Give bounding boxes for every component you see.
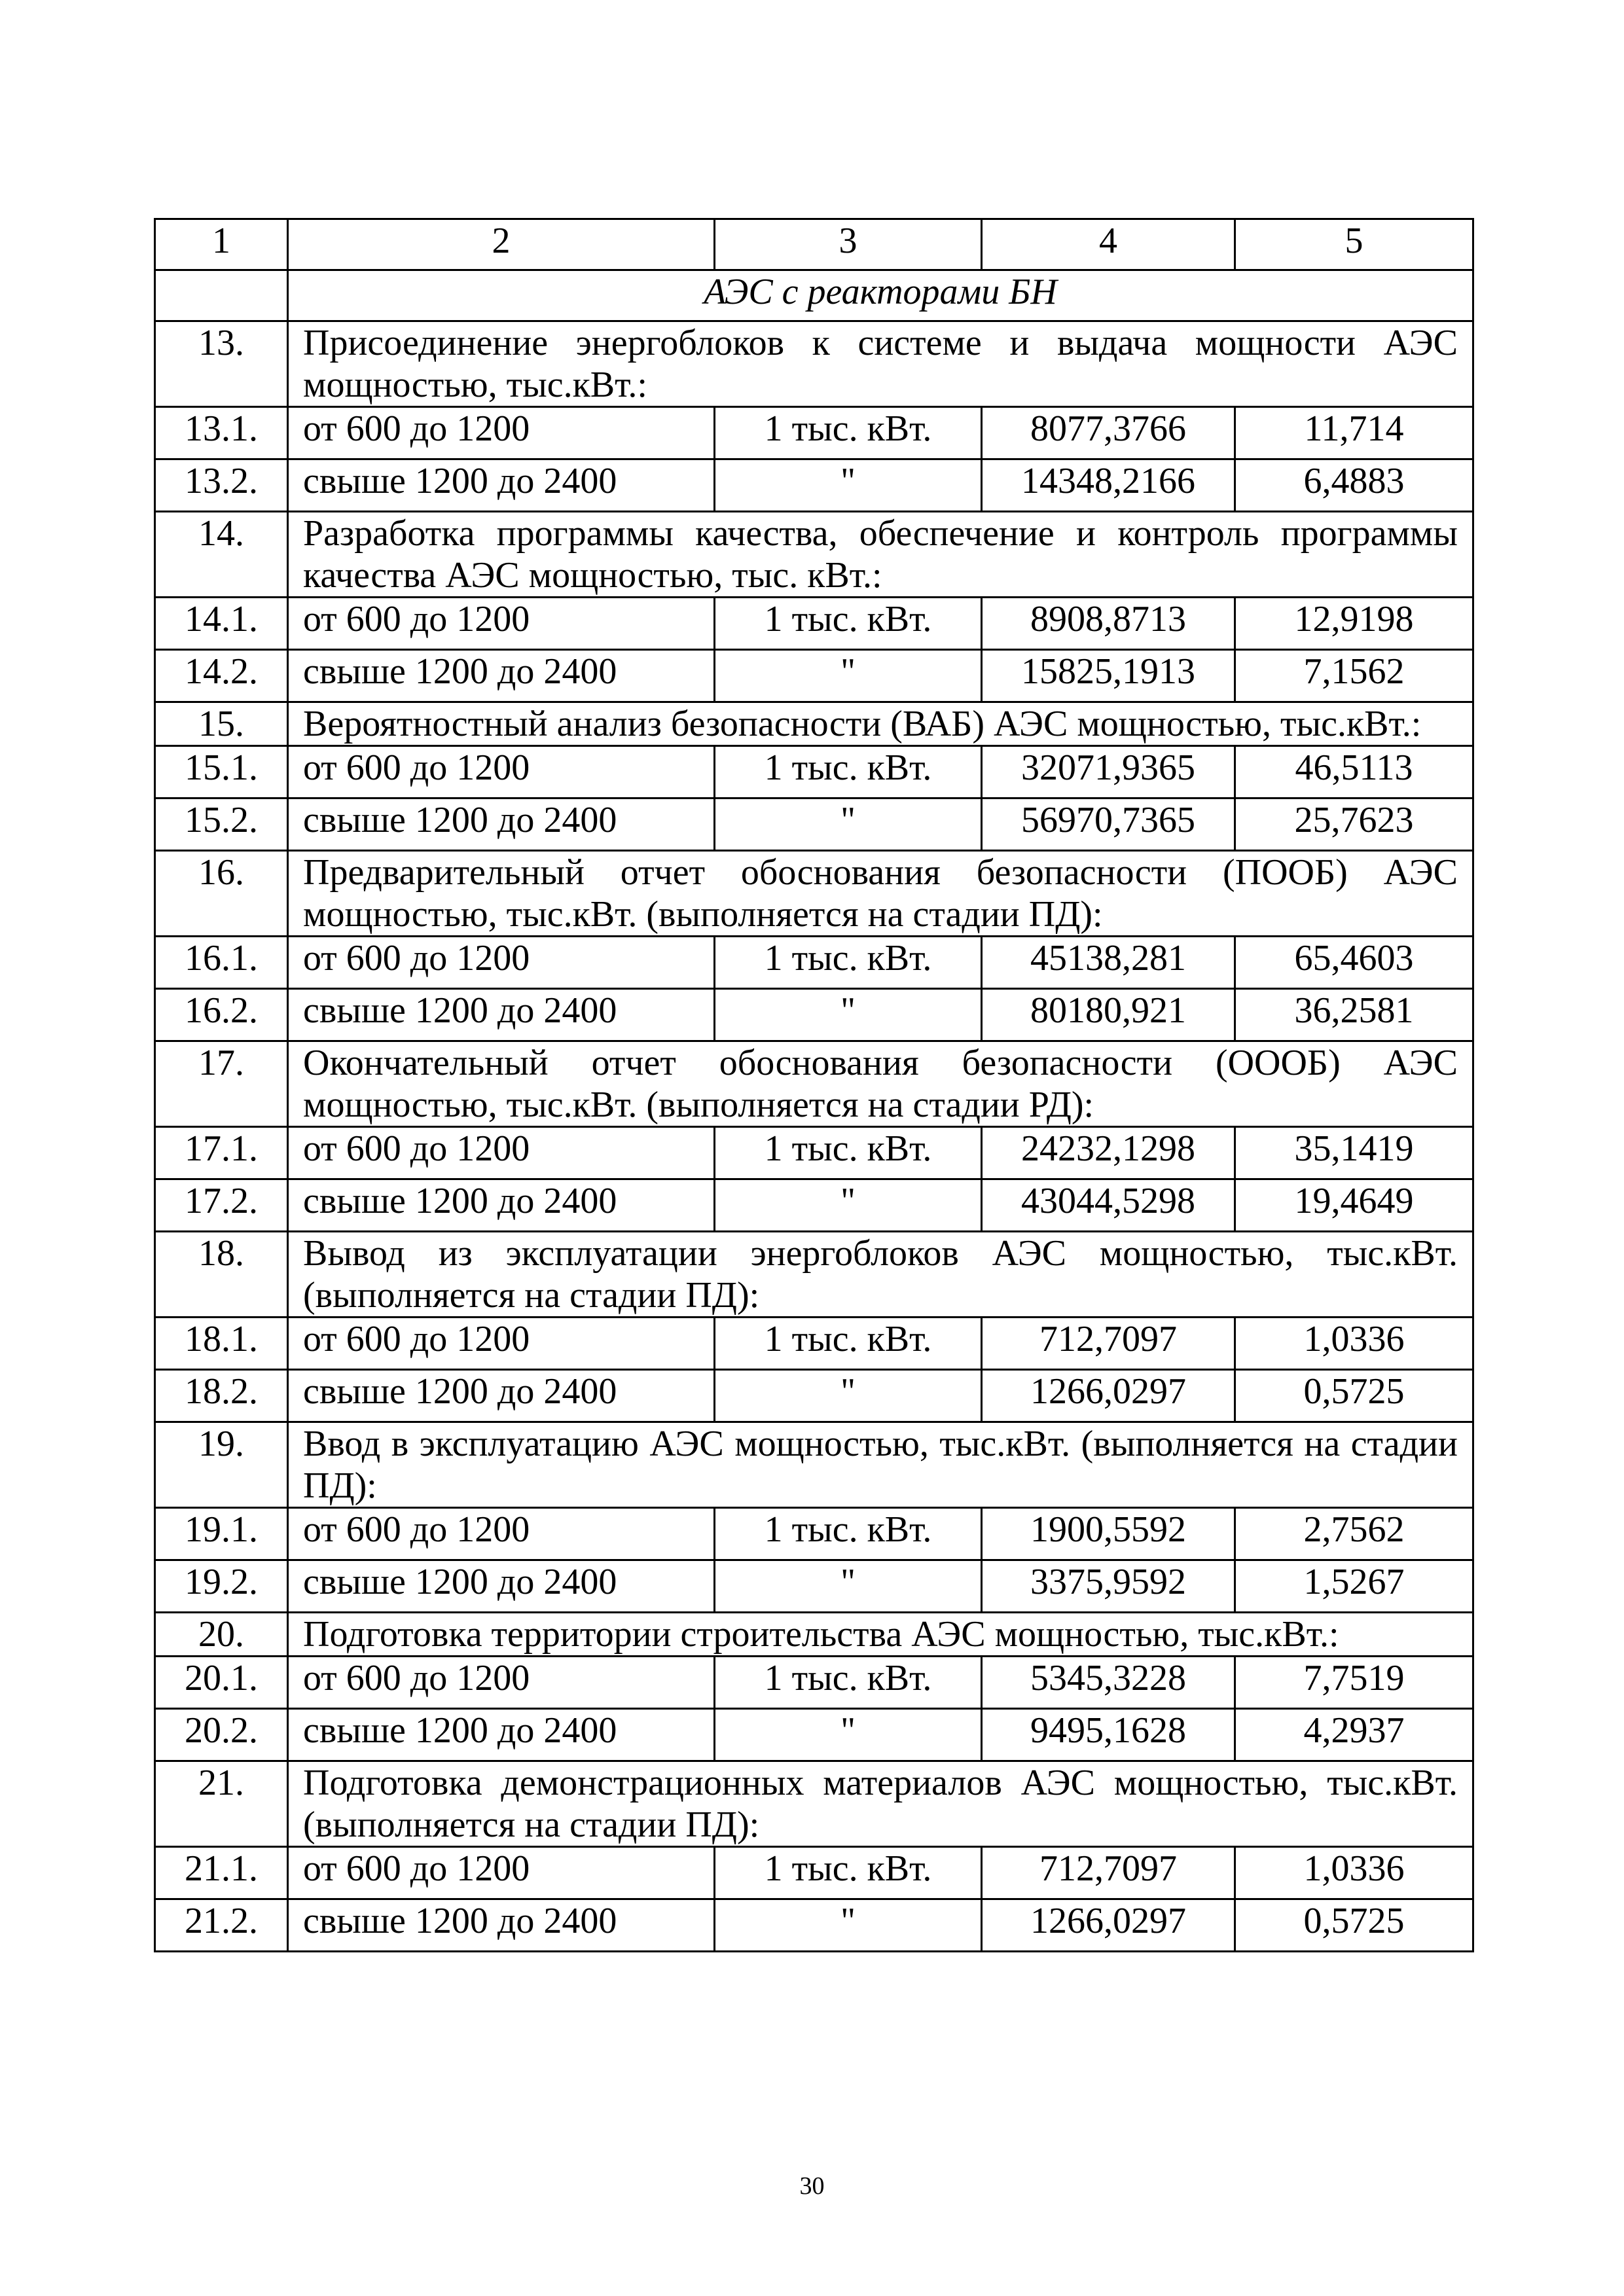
row-unit: ": [715, 1370, 982, 1422]
row-value-col4: 14348,2166: [982, 459, 1235, 512]
row-value-col5: 11,714: [1235, 407, 1473, 459]
group-row: [155, 1041, 1473, 1127]
group-title: Разработка программы качества, обеспечение и контроль программы качества АЭС мощностью, тыс. кВт.:: [288, 512, 1473, 598]
header-cell: 4: [982, 219, 1235, 270]
table-row: [155, 937, 1473, 989]
group-row: [155, 1232, 1473, 1318]
row-value-col5: 2,7562: [1235, 1508, 1473, 1560]
row-unit: ": [715, 1709, 982, 1761]
row-unit: 1 тыс. кВт.: [715, 407, 982, 459]
row-value-col5: 65,4603: [1235, 937, 1473, 989]
row-value-col5: 4,2937: [1235, 1709, 1473, 1761]
row-number: 21.2.: [155, 1899, 288, 1952]
group-number: 18.: [155, 1232, 288, 1318]
row-description: свыше 1200 до 2400: [288, 650, 715, 702]
row-unit: 1 тыс. кВт.: [715, 1508, 982, 1560]
row-value-col5: 35,1419: [1235, 1127, 1473, 1179]
row-unit: 1 тыс. кВт.: [715, 937, 982, 989]
row-number: 15.2.: [155, 798, 288, 851]
group-number: 14.: [155, 512, 288, 598]
row-value-col5: 0,5725: [1235, 1899, 1473, 1952]
group-title: Вероятностный анализ безопасности (ВАБ) АЭС мощностью, тыс.кВт.:: [288, 702, 1473, 746]
table-row: [155, 798, 1473, 851]
table-row: [155, 746, 1473, 798]
table-body: [155, 219, 1473, 1952]
table-row: [155, 650, 1473, 702]
row-value-col5: 7,7519: [1235, 1657, 1473, 1709]
row-value-col5: 36,2581: [1235, 989, 1473, 1041]
row-unit: 1 тыс. кВт.: [715, 746, 982, 798]
group-number: 16.: [155, 851, 288, 937]
group-row: [155, 1613, 1473, 1657]
table-row: [155, 407, 1473, 459]
row-description: от 600 до 1200: [288, 937, 715, 989]
table-row: [155, 1179, 1473, 1232]
row-description: свыше 1200 до 2400: [288, 1370, 715, 1422]
group-title: Подготовка демонстрационных материалов АЭС мощностью, тыс.кВт. (выполняется на стадии ПД):: [288, 1761, 1473, 1847]
table-row: [155, 1318, 1473, 1370]
row-unit: ": [715, 1899, 982, 1952]
section-row: [155, 270, 1473, 321]
row-description: от 600 до 1200: [288, 746, 715, 798]
row-number: 18.2.: [155, 1370, 288, 1422]
row-unit: ": [715, 459, 982, 512]
row-description: свыше 1200 до 2400: [288, 1709, 715, 1761]
row-value-col4: 32071,9365: [982, 746, 1235, 798]
table-row: [155, 1899, 1473, 1952]
row-number: 16.2.: [155, 989, 288, 1041]
row-description: от 600 до 1200: [288, 1508, 715, 1560]
row-unit: 1 тыс. кВт.: [715, 1847, 982, 1899]
header-cell: 3: [715, 219, 982, 270]
row-value-col4: 1900,5592: [982, 1508, 1235, 1560]
group-number: 15.: [155, 702, 288, 746]
row-unit: ": [715, 650, 982, 702]
row-description: свыше 1200 до 2400: [288, 1899, 715, 1952]
row-value-col5: 1,0336: [1235, 1318, 1473, 1370]
row-value-col5: 0,5725: [1235, 1370, 1473, 1422]
table-row: [155, 598, 1473, 650]
row-value-col5: 46,5113: [1235, 746, 1473, 798]
group-number: 21.: [155, 1761, 288, 1847]
table-row: [155, 1508, 1473, 1560]
header-row: [155, 219, 1473, 270]
row-value-col4: 56970,7365: [982, 798, 1235, 851]
row-value-col4: 43044,5298: [982, 1179, 1235, 1232]
group-number: 17.: [155, 1041, 288, 1127]
row-unit: 1 тыс. кВт.: [715, 598, 982, 650]
group-title: Вывод из эксплуатации энергоблоков АЭС мощностью, тыс.кВт. (выполняется на стадии ПД):: [288, 1232, 1473, 1318]
group-title: Подготовка территории строительства АЭС мощностью, тыс.кВт.:: [288, 1613, 1473, 1657]
group-number: 20.: [155, 1613, 288, 1657]
row-description: свыше 1200 до 2400: [288, 1179, 715, 1232]
row-number: 16.1.: [155, 937, 288, 989]
header-cell: 5: [1235, 219, 1473, 270]
table-row: [155, 1847, 1473, 1899]
row-number: 20.2.: [155, 1709, 288, 1761]
group-title: Окончательный отчет обоснования безопасности (ОООБ) АЭС мощностью, тыс.кВт. (выполняется на стадии РД):: [288, 1041, 1473, 1127]
row-value-col5: 6,4883: [1235, 459, 1473, 512]
row-value-col5: 7,1562: [1235, 650, 1473, 702]
row-value-col4: 9495,1628: [982, 1709, 1235, 1761]
row-description: от 600 до 1200: [288, 1318, 715, 1370]
group-number: 13.: [155, 321, 288, 407]
row-value-col4: 45138,281: [982, 937, 1235, 989]
row-number: 15.1.: [155, 746, 288, 798]
row-description: свыше 1200 до 2400: [288, 989, 715, 1041]
row-number: 20.1.: [155, 1657, 288, 1709]
row-value-col5: 25,7623: [1235, 798, 1473, 851]
group-title: Ввод в эксплуатацию АЭС мощностью, тыс.кВт. (выполняется на стадии ПД):: [288, 1422, 1473, 1508]
row-number: 19.1.: [155, 1508, 288, 1560]
row-unit: ": [715, 989, 982, 1041]
row-number: 14.2.: [155, 650, 288, 702]
row-value-col4: 24232,1298: [982, 1127, 1235, 1179]
group-row: [155, 512, 1473, 598]
row-number: 14.1.: [155, 598, 288, 650]
row-number: 17.2.: [155, 1179, 288, 1232]
row-value-col4: 15825,1913: [982, 650, 1235, 702]
row-description: от 600 до 1200: [288, 407, 715, 459]
row-value-col5: 19,4649: [1235, 1179, 1473, 1232]
table-row: [155, 1560, 1473, 1613]
row-value-col4: 5345,3228: [982, 1657, 1235, 1709]
row-description: свыше 1200 до 2400: [288, 1560, 715, 1613]
page-number: 30: [799, 2172, 825, 2200]
row-value-col5: 1,5267: [1235, 1560, 1473, 1613]
row-value-col4: 80180,921: [982, 989, 1235, 1041]
row-value-col4: 712,7097: [982, 1318, 1235, 1370]
table-row: [155, 1370, 1473, 1422]
section-title: АЭС с реакторами БН: [288, 270, 1473, 321]
section-empty-cell: [155, 270, 288, 321]
group-row: [155, 321, 1473, 407]
row-number: 19.2.: [155, 1560, 288, 1613]
row-unit: ": [715, 1560, 982, 1613]
row-number: 13.2.: [155, 459, 288, 512]
row-value-col4: 8077,3766: [982, 407, 1235, 459]
row-value-col4: 8908,8713: [982, 598, 1235, 650]
row-unit: 1 тыс. кВт.: [715, 1657, 982, 1709]
row-value-col5: 12,9198: [1235, 598, 1473, 650]
row-number: 13.1.: [155, 407, 288, 459]
row-description: от 600 до 1200: [288, 1847, 715, 1899]
row-description: от 600 до 1200: [288, 1127, 715, 1179]
row-unit: 1 тыс. кВт.: [715, 1127, 982, 1179]
row-value-col4: 3375,9592: [982, 1560, 1235, 1613]
table-row: [155, 1709, 1473, 1761]
row-unit: ": [715, 1179, 982, 1232]
row-unit: ": [715, 798, 982, 851]
table-row: [155, 459, 1473, 512]
group-number: 19.: [155, 1422, 288, 1508]
row-value-col4: 1266,0297: [982, 1370, 1235, 1422]
row-number: 18.1.: [155, 1318, 288, 1370]
table-row: [155, 1127, 1473, 1179]
group-row: [155, 1422, 1473, 1508]
group-title: Предварительный отчет обоснования безопасности (ПООБ) АЭС мощностью, тыс.кВт. (выполняется на стадии ПД):: [288, 851, 1473, 937]
table-row: [155, 989, 1473, 1041]
group-row: [155, 851, 1473, 937]
cost-table: [154, 218, 1474, 1952]
row-description: свыше 1200 до 2400: [288, 798, 715, 851]
header-cell: 1: [155, 219, 288, 270]
header-cell: 2: [288, 219, 715, 270]
group-row: [155, 1761, 1473, 1847]
group-row: [155, 702, 1473, 746]
row-number: 21.1.: [155, 1847, 288, 1899]
row-unit: 1 тыс. кВт.: [715, 1318, 982, 1370]
row-value-col4: 712,7097: [982, 1847, 1235, 1899]
table-row: [155, 1657, 1473, 1709]
row-value-col5: 1,0336: [1235, 1847, 1473, 1899]
group-title: Присоединение энергоблоков к системе и выдача мощности АЭС мощностью, тыс.кВт.:: [288, 321, 1473, 407]
row-description: от 600 до 1200: [288, 598, 715, 650]
row-number: 17.1.: [155, 1127, 288, 1179]
row-value-col4: 1266,0297: [982, 1899, 1235, 1952]
row-description: от 600 до 1200: [288, 1657, 715, 1709]
row-description: свыше 1200 до 2400: [288, 459, 715, 512]
